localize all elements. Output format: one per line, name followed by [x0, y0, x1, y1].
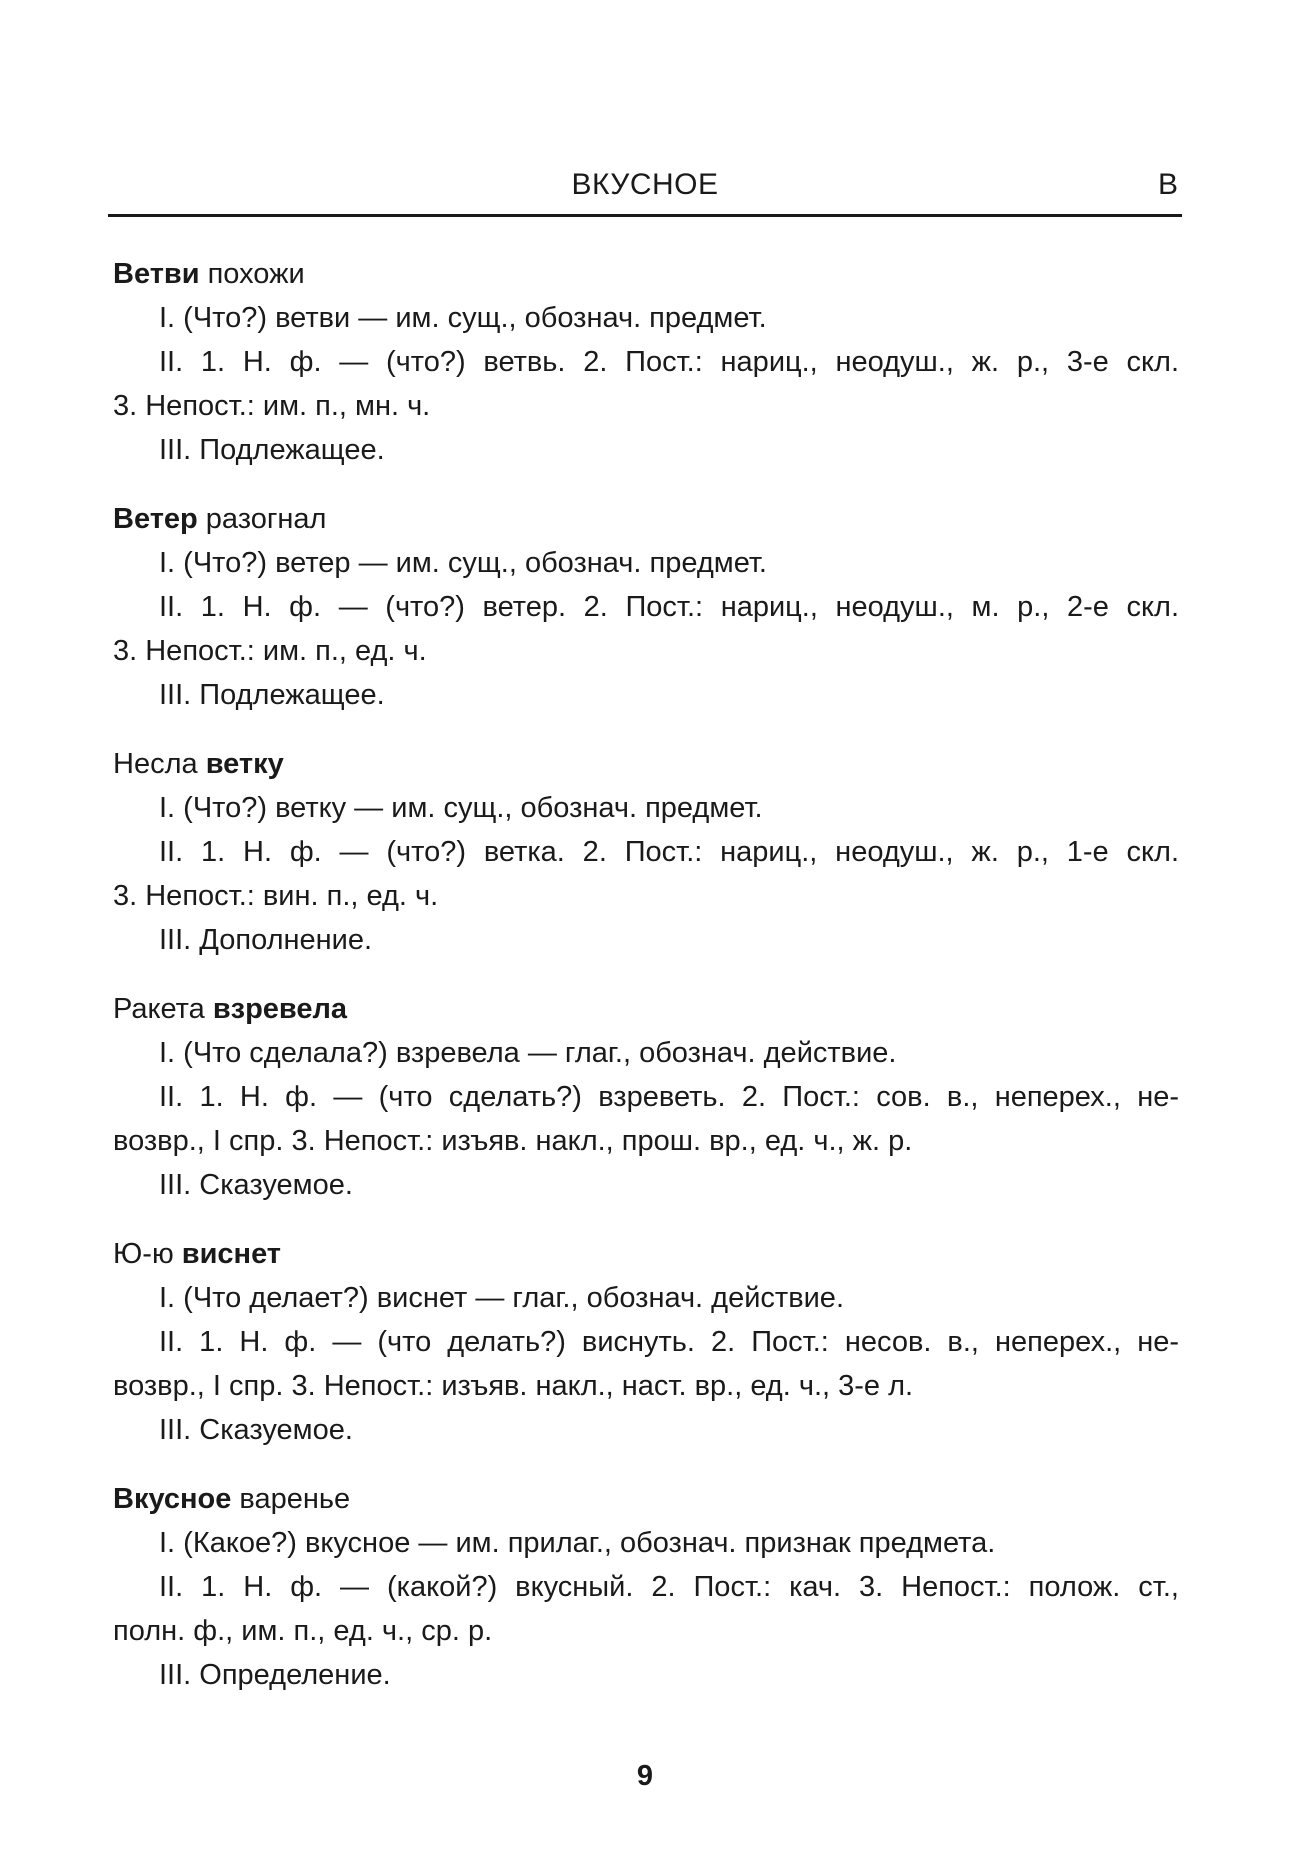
entry — [113, 252, 1179, 472]
title-keyword: виснет — [181, 1238, 282, 1270]
analysis-line-2: II. 1. Н. ф. — (что делать?) виснуть. 2. Пост.: несов. в., неперех., не- — [159, 1326, 1179, 1358]
analysis-line-1: I. (Что делает?) виснет — глаг., обознач. действие. — [159, 1282, 844, 1314]
entry — [113, 497, 1179, 717]
title-keyword: взревела — [212, 993, 348, 1025]
analysis-line-1: I. (Что?) ветку — им. сущ., обознач. предмет. — [159, 792, 763, 824]
running-header — [108, 168, 1182, 208]
title-suffix: разогнал — [197, 503, 327, 535]
title-prefix: Несла — [113, 748, 206, 780]
title-keyword: Вкусное — [113, 1483, 232, 1515]
entry-title — [113, 987, 1179, 1031]
analysis-line-2-cont: полн. ф., им. п., ед. ч., ср. р. — [113, 1615, 493, 1647]
analysis-line-2-cont: 3. Непост.: им. п., мн. ч. — [113, 390, 431, 422]
title-suffix: похожи — [199, 258, 305, 290]
entry-title — [113, 252, 1179, 296]
entry-title — [113, 497, 1179, 541]
analysis-line-3: III. Подлежащее. — [159, 434, 385, 466]
title-prefix: Ю-ю — [113, 1238, 182, 1270]
title-keyword: Ветер — [113, 503, 198, 535]
analysis-line-2: II. 1. Н. ф. — (что?) ветвь. 2. Пост.: нариц., неодуш., ж. р., 3-е скл. — [159, 346, 1179, 378]
analysis-line-1: I. (Что сделала?) взревела — глаг., обознач. действие. — [159, 1037, 897, 1069]
entry — [113, 987, 1179, 1207]
title-suffix: варенье — [231, 1483, 351, 1515]
title-keyword: ветку — [205, 748, 284, 780]
analysis-line-2: II. 1. Н. ф. — (какой?) вкусный. 2. Пост.: кач. 3. Непост.: полож. ст., — [159, 1571, 1179, 1603]
entry-title — [113, 742, 1179, 786]
analysis-line-1: I. (Что?) ветви — им. сущ., обознач. предмет. — [159, 302, 767, 334]
header-rule — [108, 214, 1182, 217]
analysis-line-2-cont: возвр., I спр. 3. Непост.: изъяв. накл., наст. вр., ед. ч., 3-е л. — [113, 1370, 914, 1402]
analysis-line-2-cont: возвр., I спр. 3. Непост.: изъяв. накл., прош. вр., ед. ч., ж. р. — [113, 1125, 913, 1157]
section-letter: В — [1157, 168, 1178, 201]
analysis-line-2-cont: 3. Непост.: вин. п., ед. ч. — [113, 880, 439, 912]
analysis-line-2-cont: 3. Непост.: им. п., ед. ч. — [113, 635, 427, 667]
analysis-line-3: III. Подлежащее. — [159, 679, 385, 711]
title-prefix: Ракета — [113, 993, 213, 1025]
entries-list — [113, 252, 1179, 1722]
analysis-line-1: I. (Какое?) вкусное — им. прилаг., обознач. признак предмета. — [159, 1527, 996, 1559]
entry — [113, 742, 1179, 962]
entry-title — [113, 1477, 1179, 1521]
analysis-line-3: III. Дополнение. — [159, 924, 373, 956]
analysis-line-3: III. Сказуемое. — [159, 1169, 353, 1201]
analysis-line-3: III. Сказуемое. — [159, 1414, 353, 1446]
page-number: 9 — [636, 1760, 654, 1792]
title-keyword: Ветви — [113, 258, 200, 290]
analysis-line-2: II. 1. Н. ф. — (что?) ветер. 2. Пост.: нариц., неодуш., м. р., 2-е скл. — [159, 591, 1179, 623]
analysis-line-2: II. 1. Н. ф. — (что?) ветка. 2. Пост.: нариц., неодуш., ж. р., 1-е скл. — [159, 836, 1179, 868]
analysis-line-2: II. 1. Н. ф. — (что сделать?) взреветь. 2. Пост.: сов. в., неперех., не- — [159, 1081, 1179, 1113]
entry — [113, 1232, 1179, 1452]
analysis-line-3: III. Определение. — [159, 1659, 391, 1691]
running-headword: ВКУСНОЕ — [571, 168, 719, 201]
entry — [113, 1477, 1179, 1697]
entry-title — [113, 1232, 1179, 1276]
analysis-line-1: I. (Что?) ветер — им. сущ., обознач. предмет. — [159, 547, 767, 579]
